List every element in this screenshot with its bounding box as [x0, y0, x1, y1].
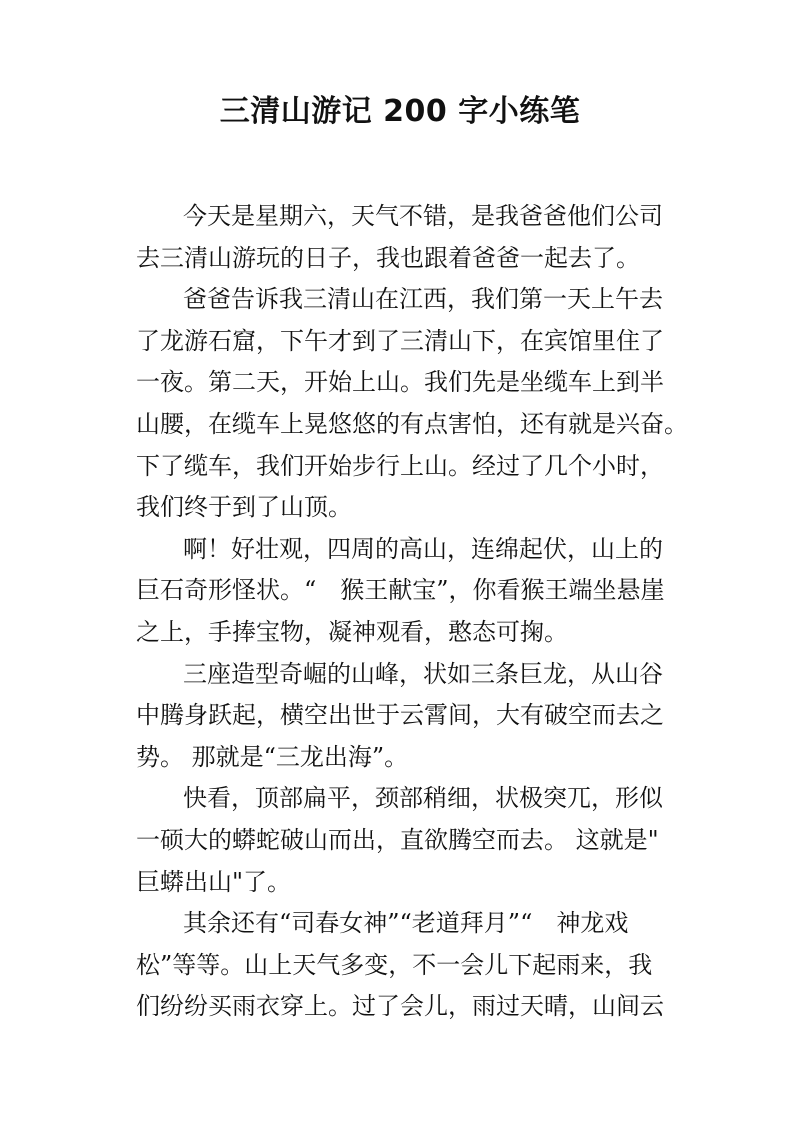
text-line: 之上，手捧宝物，凝神观看，憨态可掬。	[136, 617, 568, 646]
text-line: 今天是星期六，天气不错，是我爸爸他们公司	[183, 202, 663, 230]
paragraph-5	[136, 778, 696, 903]
text-line: 我们终于到了山顶。	[136, 493, 352, 522]
text-line: 下了缆车，我们开始步行上山。经过了几个小时，	[136, 451, 664, 480]
text-line: 其余还有“司春女神”“老道拜月”“ 神龙戏	[183, 909, 629, 938]
paragraph-1	[136, 196, 696, 279]
text-line: 快看，顶部扁平，颈部稍细，状极突兀，形似	[183, 784, 663, 813]
paragraph-6	[136, 903, 696, 1028]
text-line: 啊！好壮观，四周的高山，连绵起伏，山上的	[183, 534, 663, 563]
text-line: 中腾身跃起，横空出世于云霄间，大有破空而去之	[136, 701, 664, 730]
paragraph-4	[136, 654, 696, 779]
text-line: 巨蟒出山"了。	[136, 867, 292, 896]
text-line: 一硕大的蟒蛇破山而出，直欲腾空而去。 这就是"	[136, 825, 659, 854]
text-line: 一夜。第二天，开始上山。我们先是坐缆车上到半	[136, 368, 664, 397]
paragraph-3	[136, 529, 696, 654]
text-line: 去三清山游玩的日子，我也跟着爸爸一起去了。	[136, 243, 640, 272]
text-line: 们纷纷买雨衣穿上。过了会儿，雨过天晴，山间云	[136, 992, 664, 1021]
text-line: 松”等等。山上天气多变，不一会儿下起雨来，我	[136, 950, 653, 979]
text-line: 三座造型奇崛的山峰，状如三条巨龙，从山谷	[183, 659, 663, 688]
document-body	[136, 196, 696, 1028]
paragraph-2	[136, 279, 696, 529]
text-line: 了龙游石窟，下午才到了三清山下，在宾馆里住了	[136, 326, 664, 355]
text-line: 爸爸告诉我三清山在江西，我们第一天上午去	[183, 285, 663, 314]
text-line: 山腰，在缆车上晃悠悠的有点害怕，还有就是兴奋。	[136, 409, 688, 438]
text-line: 巨石奇形怪状。“ 猴王献宝”，你看猴王端坐悬崖	[136, 576, 665, 605]
text-line: 势。 那就是“三龙出海”。	[136, 742, 409, 771]
document-title: 三清山游记 200 字小练笔	[219, 94, 581, 129]
